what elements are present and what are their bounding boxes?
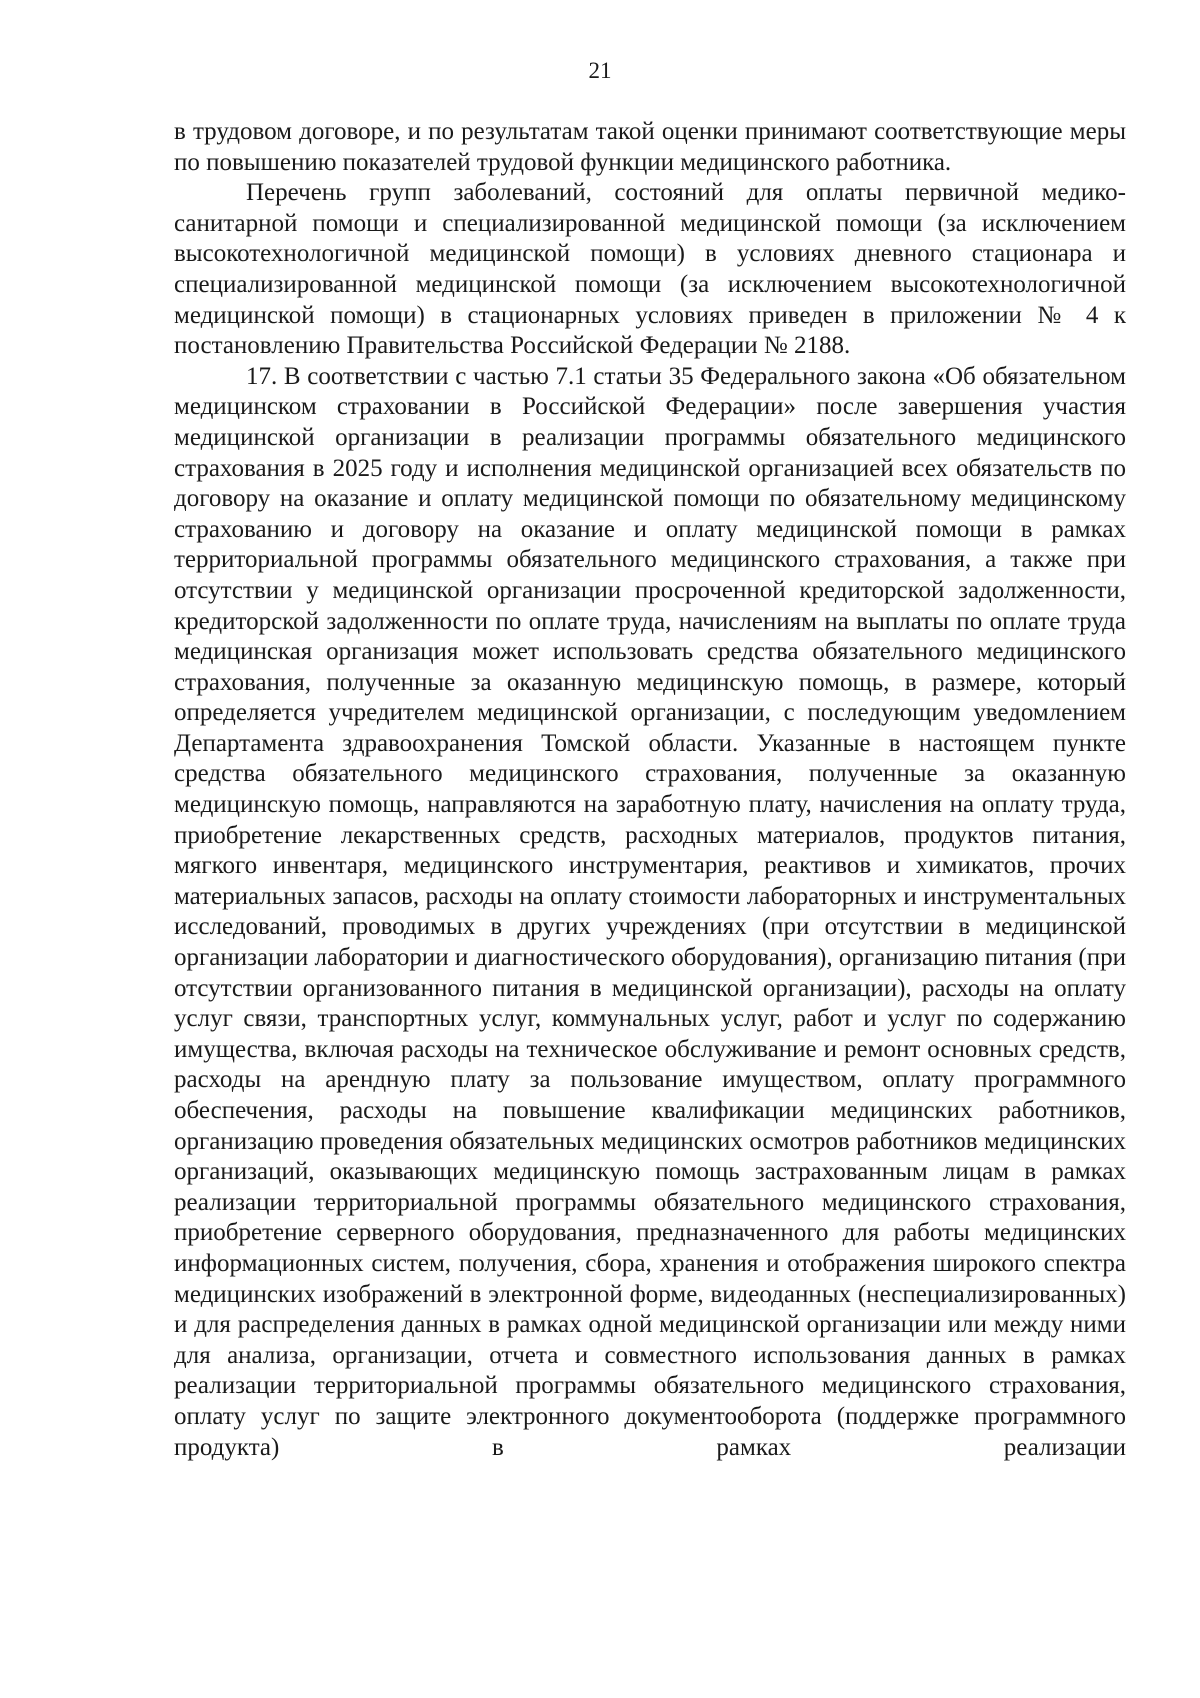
page-number: 21: [588, 58, 612, 83]
paragraph-item-17: 17. В соответствии с частью 7.1 статьи 35 Федерального закона «Об обязательном медицинском страховании в Российской Федерации» после завершения участия медицинской организации в реализации программы обязательного медицинского страхования в 2025 году и исполнения медицинской организацией всех обязательств по договору на оказание и оплату медицинской помощи по обязательному медицинскому страхованию и договору на оказание и оплату медицинской помощи в рамках территориальной программы обязательного медицинского страхования, а также при отсутствии у медицинской организации просроченной кредиторской задолженности, кредиторской задолженности по оплате труда, начислениям на выплаты по оплате труда медицинская организация может использовать средства обязательного медицинского страхования, полученные за оказанную медицинскую помощь, в размере, который определяется учредителем медицинской организации, с последующим уведомлением Департамента здравоохранения Томской области. Указанные в настоящем пункте средства обязательного медицинского страхования, полученные за оказанную медицинскую помощь, направляются на заработную плату, начисления на оплату труда, приобретение лекарственных средств, расходных материалов, продуктов питания, мягкого инвентаря, медицинского инструментария, реактивов и химикатов, прочих материальных запасов, расходы на оплату стоимости лабораторных и инструментальных исследований, проводимых в других учреждениях (при отсутствии в медицинской организации лаборатории и диагностического оборудования), организацию питания (при отсутствии организованного питания в медицинской организации), расходы на оплату услуг связи, транспортных услуг, коммунальных услуг, работ и услуг по содержанию имущества, включая расходы на техническое обслуживание и ремонт основных средств, расходы на арендную плату за пользование имуществом, оплату программного обеспечения, расходы на повышение квалификации медицинских работников, организацию проведения обязательных медицинских осмотров работников медицинских организаций, оказывающих медицинскую помощь застрахованным лицам в рамках реализации территориальной программы обязательного медицинского страхования, приобретение серверного оборудования, предназначенного для работы медицинских информационных систем, получения, сбора, хранения и отображения широкого спектра медицинских изображений в электронной форме, видеоданных (неспециализированных) и для распределения данных в рамках одной медицинской организации или между ними для анализа, организации, отчета и совместного использования данных в рамках реализации территориальной программы обязательного медицинского страхования, оплату услуг по защите электронного документооборота (поддержке программного продукта) в рамках реализации: [174, 362, 1126, 1461]
paragraph-continuation: в трудовом договоре, и по результатам такой оценки принимают соответствующие меры по повышению показателей трудовой функции медицинского работника.: [174, 118, 1126, 176]
paragraph-disease-groups-list: Перечень групп заболеваний, состояний для оплаты первичной медико-санитарной помощи и специализированной медицинской помощи (за исключением высокотехнологичной медицинской помощи) в условиях дневного стационара и специализированной медицинской помощи (за исключением высокотехнологичной медицинской помощи) в стационарных условиях приведен в приложении № 4 к постановлению Правительства Российской Федерации № 2188.: [174, 179, 1126, 360]
document-body: [174, 117, 1126, 1463]
